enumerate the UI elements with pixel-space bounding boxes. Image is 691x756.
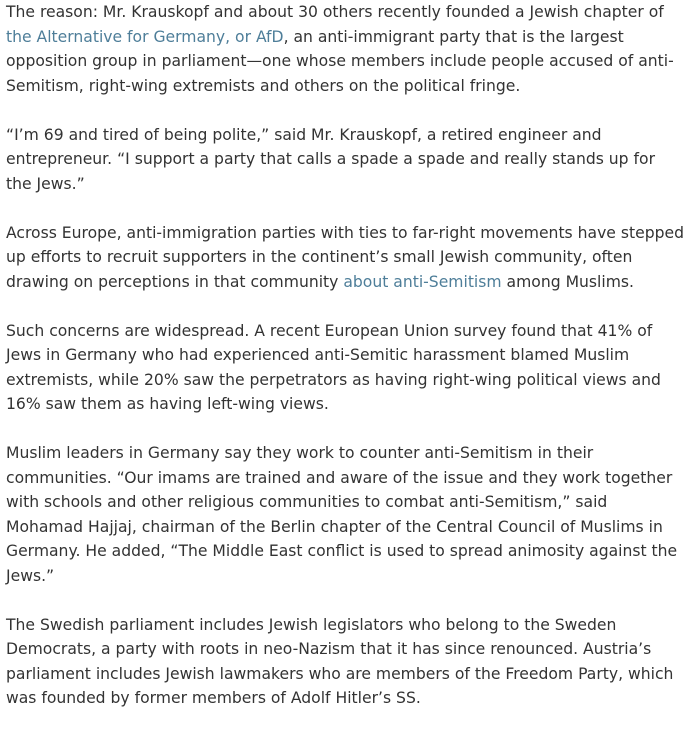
afd-link[interactable]: the Alternative for Germany, or AfD: [6, 27, 284, 46]
paragraph-text: The reason: Mr. Krauskopf and about 30 others recently founded a Jewish chapter of: [6, 3, 664, 21]
paragraph-eu-survey: Such concerns are widespread. A recent European Union survey found that 41% of Jews in Germany who had experienced anti-Semitic harassment blamed Muslim extremists, while 20% saw the perpetrators as having right-wing political views and 16% saw them as having left-wing views.: [6, 321, 661, 413]
anti-semitism-link[interactable]: about anti-Semitism: [343, 272, 502, 291]
paragraph-swedish-parliament: The Swedish parliament includes Jewish legislators who belong to the Sweden Democrats, a party with roots in neo-Nazism that it has since renounced. Austria’s parliament includes Jewish lawmakers who are members of the Freedom Party, which was founded by former members of Adolf Hitler’s SS.: [6, 615, 674, 707]
paragraph-text: among Muslims.: [501, 272, 634, 291]
paragraph-text: Across Europe, anti-immigration parties with ties to far-right movements have stepped up efforts to recruit supporters in the continent’s small Jewish community, often drawing on perceptions in that community: [6, 223, 684, 291]
paragraph-text: , an anti-immigrant party that is the largest opposition group in parliament—one whose members include people accused of anti-Semitism, right-wing extremists and others on the political fringe.: [6, 27, 674, 95]
paragraph-muslim-leaders: Muslim leaders in Germany say they work to counter anti-Semitism in their communities. “Our imams are trained and aware of the issue and they work together with schools and other religious communities to combat anti-Semitism,” said Mohamad Hajjaj, chairman of the Berlin chapter of the Central Council of Muslims in Germany. He added, “The Middle East conflict is used to spread animosity against the Jews.”: [6, 444, 678, 585]
paragraph-across-europe: [6, 221, 685, 295]
paragraph-krauskopf-quote: “I’m 69 and tired of being polite,” said Mr. Krauskopf, a retired engineer and entrepreneur. “I support a party that calls a spade a spade and really stands up for the Jews.”: [6, 125, 655, 193]
paragraph-afd-chapter: [6, 0, 685, 98]
